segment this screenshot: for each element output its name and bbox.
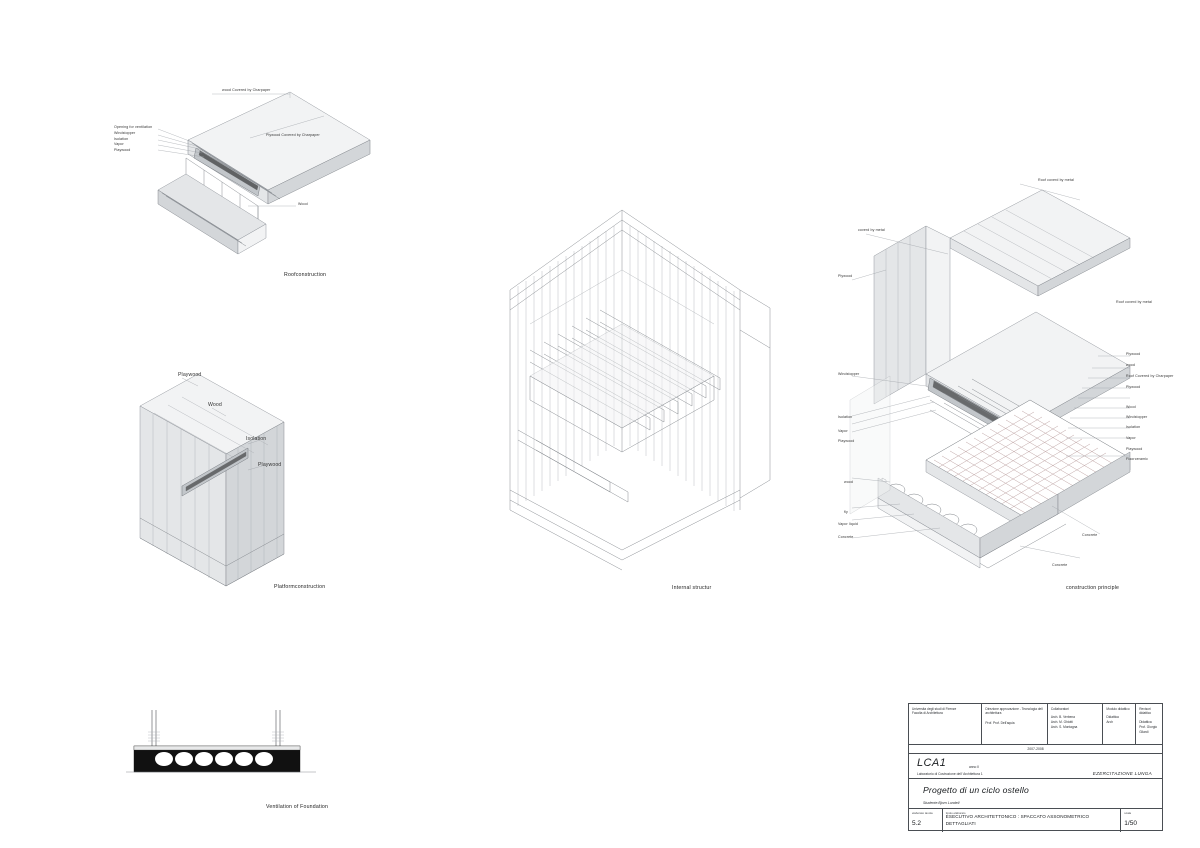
tb-course-sub	[917, 772, 983, 776]
ventilation-foundation-figure	[126, 706, 316, 796]
tb-course-anno: anno II	[969, 765, 980, 769]
tb-module-value: Didattica	[1106, 715, 1119, 720]
label-windstopper: Windstopper	[114, 131, 136, 135]
tb-year: 2007-2008	[909, 745, 1162, 754]
label-cp-concrete-bottom: Concrete	[1052, 563, 1068, 567]
tb-module2-value2: Prof. Giorgio Gilardi	[1139, 724, 1158, 734]
tb-reviewer-cell	[1136, 704, 1162, 744]
label-platform-playwood-top: Playwood	[178, 372, 202, 378]
caption-platform-construction: Platformconstruction	[274, 584, 326, 590]
label-cp-playwood-right: Playwood	[1126, 447, 1143, 451]
label-wood: Wood	[298, 202, 308, 206]
internal-structure-figure	[470, 150, 800, 570]
label-platform-wood: Wood	[208, 402, 222, 408]
drawing-roof-construction	[100, 78, 360, 278]
label-platform-isolation: Isolation	[246, 436, 267, 442]
caption-internal-structure: Internal structur	[672, 585, 712, 591]
label-plywood-charpaper: Plywood Covered by Charpaper	[266, 133, 320, 137]
tb-project-title: Progetto di un ciclo ostello	[923, 785, 1029, 795]
label-cp-isolation-right: Isolation	[1126, 425, 1141, 429]
tb-collaborators-cell	[1048, 704, 1104, 744]
label-cp-coverd-metal: coverd by metal	[858, 228, 885, 232]
tb-sheet-number-cell	[909, 809, 943, 832]
tb-sheet-number: 5.2	[912, 819, 922, 827]
tb-course-header-cell	[982, 704, 1047, 744]
caption-ventilation-foundation: Ventilation of Foundation	[266, 804, 329, 810]
tb-exercise: EZERCITAZIONE LUNGA	[1092, 770, 1152, 776]
tb-collaborator-3: Arch. S. Montagna	[1050, 724, 1078, 729]
label-roof-wood-charpaper: wood Covered by Charpaper	[222, 88, 271, 92]
tb-table-label: tipolo elaborato	[945, 811, 966, 815]
tb-university-cell	[909, 704, 982, 744]
tb-collaborators-label: Collaboratori	[1050, 706, 1069, 711]
label-cp-plywood-1: Plywood	[838, 274, 853, 278]
roof-construction-figure	[100, 78, 360, 278]
drawing-construction-principle	[830, 160, 1174, 600]
label-cp-wood-2: Wood	[1126, 405, 1136, 409]
tb-project-block	[909, 779, 1162, 809]
label-cp-wood-1: wood	[1126, 363, 1135, 367]
label-cp-wood-3: wood	[844, 480, 853, 484]
tb-student: Studente:Bjorn Lundell	[923, 801, 960, 805]
tb-module-label: Modulo didattico	[1106, 706, 1130, 711]
caption-roof-construction: Roofconstruction	[284, 272, 327, 278]
label-cp-fly: fly	[844, 510, 848, 514]
label-vapor: Vapor	[114, 142, 124, 146]
tb-course-block	[909, 754, 1162, 779]
tb-module-cell	[1103, 704, 1136, 744]
label-cp-roof-charpaper: Roof Covered by Charpaper	[1126, 374, 1174, 378]
tb-table-value: ESECUTIVO ARCHITETTONICO : SPACCATO ASSONOMETRICO DETTAGLIATI	[945, 814, 1090, 827]
label-isolation: Isolation	[114, 136, 129, 141]
label-cp-vapor-right: Vapor	[1126, 436, 1136, 440]
drawing-platform-construction	[120, 366, 320, 606]
label-cp-windstopper-left: Windstopper	[838, 372, 860, 376]
label-cp-vapor-left: Vapor	[838, 429, 848, 433]
tb-course-anno-wrap	[917, 765, 979, 769]
label-cp-playwood-left: Playwood	[838, 439, 855, 443]
label-cp-concrete-left: Concrete	[838, 535, 854, 539]
drawing-internal-structure	[470, 150, 800, 570]
caption-construction-principle: construction principle	[1066, 585, 1120, 591]
tb-sheet-number-label: elaborato tavola	[912, 811, 933, 815]
tb-course-name: Laboratorio di Costruzione dell' Architettura 1	[917, 771, 983, 776]
tb-table-cell	[943, 809, 1122, 832]
tb-module2-label: Revisori didattico	[1139, 706, 1152, 716]
label-cp-isolation-left: Isolation	[838, 415, 853, 419]
tb-collaborator-1: Arch. B. Verbena	[1050, 715, 1075, 720]
title-block-header-row	[909, 704, 1162, 745]
tb-collaborator-2: Arch. M. Ghiotti	[1050, 720, 1073, 725]
tb-bottom-row	[909, 809, 1162, 832]
label-playwood: Playwood	[114, 147, 131, 152]
drawing-ventilation-foundation	[126, 706, 316, 796]
label-cp-plywood-2: Plywood	[1126, 352, 1141, 356]
tb-course-code: LCA1	[917, 757, 947, 769]
label-cp-concrete-right: Concrete	[1082, 533, 1098, 537]
tb-scale-value: 1/50	[1124, 819, 1137, 827]
tb-course-header: Direzione approvazione - Tecnologia dell architettura	[985, 706, 1043, 716]
tb-professor: Prof. Prof. Dell'aquia	[985, 721, 1015, 726]
tb-scale-label: scala	[1124, 811, 1132, 815]
tb-scale-cell	[1121, 809, 1162, 832]
label-platform-playwood-bottom: Playwood	[258, 462, 282, 468]
construction-principle-figure	[830, 160, 1160, 600]
label-opening-ventilation: Opening for ventilation	[114, 125, 153, 129]
label-cp-roof-metal-top: Roof coverd by metal	[1038, 178, 1074, 182]
title-block	[908, 703, 1163, 831]
label-cp-roof-metal-right: Roof coverd by metal	[1116, 300, 1152, 304]
label-cp-vapor-liquid: Vapor liquid	[838, 522, 858, 526]
label-cp-plywood-3: Plywood	[1126, 385, 1141, 389]
label-cp-floorceramic: Floorceramic	[1126, 457, 1148, 461]
tb-university-line1: Universita degli studi di Firenze	[912, 706, 957, 711]
tb-module2-value: Didattica	[1139, 720, 1152, 725]
tb-module-value2: Arch	[1106, 720, 1113, 725]
label-cp-windstopper-right: Windstopper	[1126, 415, 1148, 419]
tb-university-line2: Facolta di Architettura	[912, 711, 943, 716]
